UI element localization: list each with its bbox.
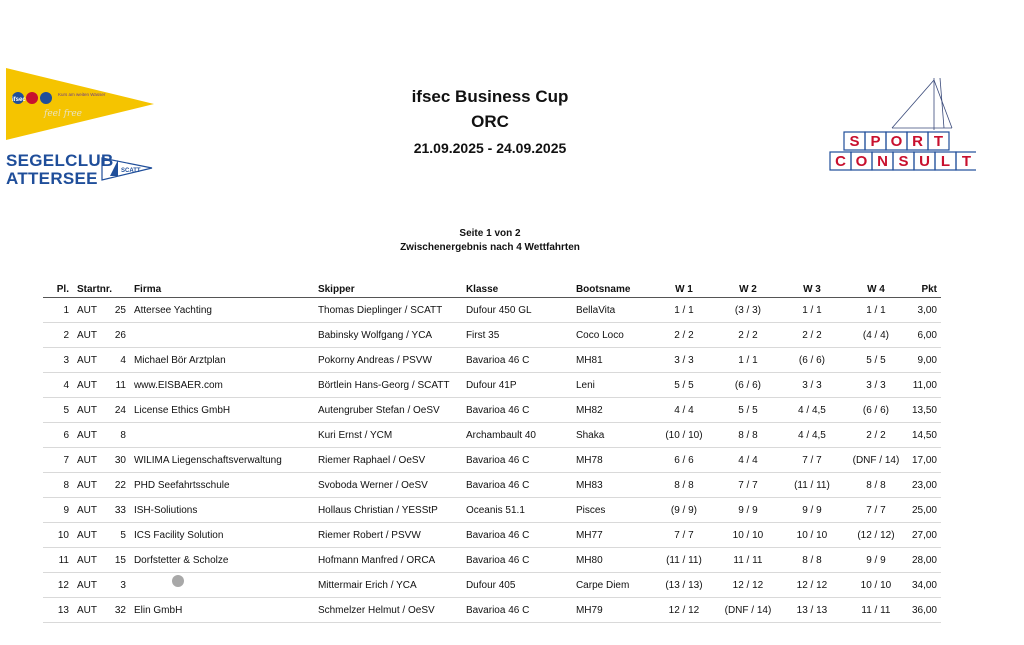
cell-klasse: Bavarioa 46 C: [462, 598, 572, 623]
cell-w2: 10 / 10: [716, 523, 780, 548]
cell-place: 5: [43, 398, 73, 423]
cell-firma: Elin GmbH: [130, 598, 314, 623]
club-name-line1: SEGELCLUB: [6, 151, 114, 170]
cell-w2: 1 / 1: [716, 348, 780, 373]
table-row: [43, 548, 941, 573]
cell-nation: AUT: [73, 298, 107, 323]
cell-firma: ISH-Soliutions: [130, 498, 314, 523]
col-firma: Firma: [130, 281, 314, 298]
cell-skipper: Svoboda Werner / OeSV: [314, 473, 462, 498]
table-header-row: [43, 281, 941, 298]
col-klasse: Klasse: [462, 281, 572, 298]
event-class: ORC: [471, 112, 509, 131]
cell-nation: AUT: [73, 398, 107, 423]
consult-letter: C: [835, 153, 846, 170]
cell-bootsname: MH83: [572, 473, 652, 498]
consult-letter: L: [940, 153, 951, 170]
cell-place: 3: [43, 348, 73, 373]
cell-place: 7: [43, 448, 73, 473]
cell-firma: ICS Facility Solution: [130, 523, 314, 548]
cell-w1: 6 / 6: [652, 448, 716, 473]
cell-w3: 1 / 1: [780, 298, 844, 323]
cursor-dot: [172, 575, 184, 587]
cell-skipper: Pokorny Andreas / PSVW: [314, 348, 462, 373]
cell-w2: 8 / 8: [716, 423, 780, 448]
event-dates: 21.09.2025 - 24.09.2025: [413, 140, 567, 156]
results-subtitle: Zwischenergebnis nach 4 Wettfahrten: [400, 242, 580, 253]
col-pkt: Pkt: [908, 281, 941, 298]
cell-skipper: Hollaus Christian / YESStP: [314, 498, 462, 523]
col-startnr: Startnr.: [73, 281, 130, 298]
cell-pkt: 14,50: [908, 423, 941, 448]
cell-w3: 8 / 8: [780, 548, 844, 573]
cell-klasse: Dufour 41P: [462, 373, 572, 398]
cell-klasse: Bavarioa 46 C: [462, 348, 572, 373]
cell-w3: 13 / 13: [780, 598, 844, 623]
cell-nation: AUT: [73, 323, 107, 348]
cell-skipper: Schmelzer Helmut / OeSV: [314, 598, 462, 623]
cell-w3: (6 / 6): [780, 348, 844, 373]
sport-consult-logo: [826, 76, 976, 176]
cell-w4: (4 / 4): [844, 323, 908, 348]
cell-klasse: Dufour 450 GL: [462, 298, 572, 323]
cell-startnr: 25: [107, 298, 130, 323]
sport-letter: S: [849, 133, 860, 150]
table-row: [43, 323, 941, 348]
cell-firma: [130, 573, 314, 598]
cell-klasse: First 35: [462, 323, 572, 348]
sport-letter: R: [912, 133, 923, 150]
cell-w3: 9 / 9: [780, 498, 844, 523]
consult-letter: N: [877, 153, 888, 170]
cell-w1: 7 / 7: [652, 523, 716, 548]
cell-pkt: 27,00: [908, 523, 941, 548]
cell-w4: 3 / 3: [844, 373, 908, 398]
cell-firma: Dorfstetter & Scholze: [130, 548, 314, 573]
cell-skipper: Babinsky Wolfgang / YCA: [314, 323, 462, 348]
table-row: [43, 473, 941, 498]
cell-w1: 2 / 2: [652, 323, 716, 348]
cell-klasse: Archambault 40: [462, 423, 572, 448]
cell-bootsname: Pisces: [572, 498, 652, 523]
cell-nation: AUT: [73, 498, 107, 523]
cell-place: 6: [43, 423, 73, 448]
cell-startnr: 15: [107, 548, 130, 573]
event-title: ifsec Business Cup: [411, 87, 569, 106]
cell-bootsname: MH78: [572, 448, 652, 473]
cell-skipper: Riemer Raphael / OeSV: [314, 448, 462, 473]
page-label: Seite 1 von 2: [459, 228, 521, 239]
cell-pkt: 9,00: [908, 348, 941, 373]
document-header: [330, 86, 650, 158]
cell-w1: (10 / 10): [652, 423, 716, 448]
cell-startnr: 22: [107, 473, 130, 498]
col-w1: W 1: [652, 281, 716, 298]
cell-place: 13: [43, 598, 73, 623]
cell-w3: 2 / 2: [780, 323, 844, 348]
consult-letter: S: [898, 153, 909, 170]
cell-pkt: 17,00: [908, 448, 941, 473]
cell-w1: 12 / 12: [652, 598, 716, 623]
cell-place: 9: [43, 498, 73, 523]
cell-w4: (6 / 6): [844, 398, 908, 423]
table-row: [43, 348, 941, 373]
cell-skipper: Mittermair Erich / YCA: [314, 573, 462, 598]
cell-w2: 9 / 9: [716, 498, 780, 523]
cell-w3: (11 / 11): [780, 473, 844, 498]
table-row: [43, 373, 941, 398]
table-row: [43, 298, 941, 323]
table-row: [43, 398, 941, 423]
cell-w4: 5 / 5: [844, 348, 908, 373]
cell-startnr: 33: [107, 498, 130, 523]
table-row: [43, 523, 941, 548]
cell-w2: 5 / 5: [716, 398, 780, 423]
cell-firma: PHD Seefahrtsschule: [130, 473, 314, 498]
table-row: [43, 423, 941, 448]
cell-place: 2: [43, 323, 73, 348]
cell-place: 10: [43, 523, 73, 548]
cell-nation: AUT: [73, 523, 107, 548]
pennant-tagline-text: Kurs am weiten Wasser: [58, 92, 106, 97]
cell-w1: 1 / 1: [652, 298, 716, 323]
col-w3: W 3: [780, 281, 844, 298]
cell-w2: (6 / 6): [716, 373, 780, 398]
cell-startnr: 11: [107, 373, 130, 398]
cell-startnr: 30: [107, 448, 130, 473]
cell-startnr: 3: [107, 573, 130, 598]
cell-pkt: 23,00: [908, 473, 941, 498]
cell-pkt: 6,00: [908, 323, 941, 348]
cell-place: 8: [43, 473, 73, 498]
cell-skipper: Börtlein Hans-Georg / SCATT: [314, 373, 462, 398]
cell-w2: 12 / 12: [716, 573, 780, 598]
cell-bootsname: MH80: [572, 548, 652, 573]
cell-pkt: 3,00: [908, 298, 941, 323]
cell-w1: (9 / 9): [652, 498, 716, 523]
cell-firma: Michael Bör Arztplan: [130, 348, 314, 373]
club-badge-text: SCATT: [121, 168, 141, 174]
cell-pkt: 11,00: [908, 373, 941, 398]
cell-firma: www.EISBAER.com: [130, 373, 314, 398]
cell-klasse: Bavarioa 46 C: [462, 448, 572, 473]
cell-w1: 4 / 4: [652, 398, 716, 423]
page-info: [0, 227, 980, 255]
cell-w4: (DNF / 14): [844, 448, 908, 473]
cell-nation: AUT: [73, 573, 107, 598]
cell-nation: AUT: [73, 348, 107, 373]
cell-startnr: 5: [107, 523, 130, 548]
cell-place: 11: [43, 548, 73, 573]
cell-w4: 8 / 8: [844, 473, 908, 498]
sailboat-line-icon: [892, 78, 952, 130]
cell-startnr: 24: [107, 398, 130, 423]
cell-bootsname: Leni: [572, 373, 652, 398]
cell-klasse: Bavarioa 46 C: [462, 523, 572, 548]
cell-w1: (13 / 13): [652, 573, 716, 598]
col-pl: Pl.: [43, 281, 73, 298]
cell-w1: (11 / 11): [652, 548, 716, 573]
cell-skipper: Thomas Dieplinger / SCATT: [314, 298, 462, 323]
cell-skipper: Riemer Robert / PSVW: [314, 523, 462, 548]
cell-nation: AUT: [73, 373, 107, 398]
cell-startnr: 26: [107, 323, 130, 348]
cell-nation: AUT: [73, 548, 107, 573]
cell-w3: 10 / 10: [780, 523, 844, 548]
cell-klasse: Bavarioa 46 C: [462, 398, 572, 423]
sport-letters: [844, 132, 949, 150]
cell-bootsname: MH79: [572, 598, 652, 623]
sport-letter: O: [890, 133, 903, 150]
cell-nation: AUT: [73, 423, 107, 448]
cell-bootsname: MH81: [572, 348, 652, 373]
club-name-line2: ATTERSEE: [6, 169, 98, 188]
cell-w2: 11 / 11: [716, 548, 780, 573]
cell-bootsname: Carpe Diem: [572, 573, 652, 598]
ifsec-pennant-logo: [6, 68, 154, 140]
cell-w3: 7 / 7: [780, 448, 844, 473]
cell-nation: AUT: [73, 473, 107, 498]
cell-skipper: Autengruber Stefan / OeSV: [314, 398, 462, 423]
consult-letters: [830, 152, 976, 170]
segelclub-attersee-logo: [6, 150, 156, 190]
cell-bootsname: BellaVita: [572, 298, 652, 323]
cell-w1: 5 / 5: [652, 373, 716, 398]
cell-w3: 4 / 4,5: [780, 423, 844, 448]
cell-w2: (3 / 3): [716, 298, 780, 323]
cell-firma: [130, 423, 314, 448]
cell-klasse: Bavarioa 46 C: [462, 473, 572, 498]
sport-letter: T: [933, 133, 944, 150]
pennant-ifsec-text: ifsec: [12, 97, 26, 103]
cell-skipper: Hofmann Manfred / ORCA: [314, 548, 462, 573]
cell-w1: 3 / 3: [652, 348, 716, 373]
cell-bootsname: Shaka: [572, 423, 652, 448]
cell-nation: AUT: [73, 448, 107, 473]
pennant-feelfree-text: feel free: [44, 109, 83, 119]
cell-w4: 2 / 2: [844, 423, 908, 448]
table-row: [43, 448, 941, 473]
cell-bootsname: MH82: [572, 398, 652, 423]
col-skipper: Skipper: [314, 281, 462, 298]
cell-w3: 4 / 4,5: [780, 398, 844, 423]
cell-pkt: 36,00: [908, 598, 941, 623]
cell-w4: 1 / 1: [844, 298, 908, 323]
cell-pkt: 13,50: [908, 398, 941, 423]
cell-w4: 9 / 9: [844, 548, 908, 573]
col-w2: W 2: [716, 281, 780, 298]
cell-bootsname: MH77: [572, 523, 652, 548]
cell-firma: License Ethics GmbH: [130, 398, 314, 423]
cell-klasse: Dufour 405: [462, 573, 572, 598]
cell-place: 4: [43, 373, 73, 398]
results-table: [43, 281, 941, 623]
sport-letter: P: [870, 133, 881, 150]
results-body: [43, 298, 941, 623]
cell-startnr: 8: [107, 423, 130, 448]
cell-pkt: 25,00: [908, 498, 941, 523]
cell-w4: 11 / 11: [844, 598, 908, 623]
cell-bootsname: Coco Loco: [572, 323, 652, 348]
cell-w4: (12 / 12): [844, 523, 908, 548]
cell-nation: AUT: [73, 598, 107, 623]
cell-firma: [130, 323, 314, 348]
cell-pkt: 34,00: [908, 573, 941, 598]
table-row: [43, 498, 941, 523]
cell-w3: 12 / 12: [780, 573, 844, 598]
cell-pkt: 28,00: [908, 548, 941, 573]
cell-firma: WILIMA Liegenschaftsverwaltung: [130, 448, 314, 473]
cell-klasse: Oceanis 51.1: [462, 498, 572, 523]
cell-w1: 8 / 8: [652, 473, 716, 498]
col-w4: W 4: [844, 281, 908, 298]
cell-place: 12: [43, 573, 73, 598]
cell-klasse: Bavarioa 46 C: [462, 548, 572, 573]
cell-w2: (DNF / 14): [716, 598, 780, 623]
cell-startnr: 4: [107, 348, 130, 373]
cell-w2: 7 / 7: [716, 473, 780, 498]
consult-letter: O: [855, 153, 868, 170]
cell-w3: 3 / 3: [780, 373, 844, 398]
cell-startnr: 32: [107, 598, 130, 623]
cell-place: 1: [43, 298, 73, 323]
cell-skipper: Kuri Ernst / YCM: [314, 423, 462, 448]
cell-w2: 4 / 4: [716, 448, 780, 473]
cell-w4: 7 / 7: [844, 498, 908, 523]
consult-letter: T: [961, 153, 972, 170]
cell-w4: 10 / 10: [844, 573, 908, 598]
consult-letter: U: [919, 153, 930, 170]
table-row: [43, 598, 941, 623]
col-bootsname: Bootsname: [572, 281, 652, 298]
cell-firma: Attersee Yachting: [130, 298, 314, 323]
cell-w2: 2 / 2: [716, 323, 780, 348]
